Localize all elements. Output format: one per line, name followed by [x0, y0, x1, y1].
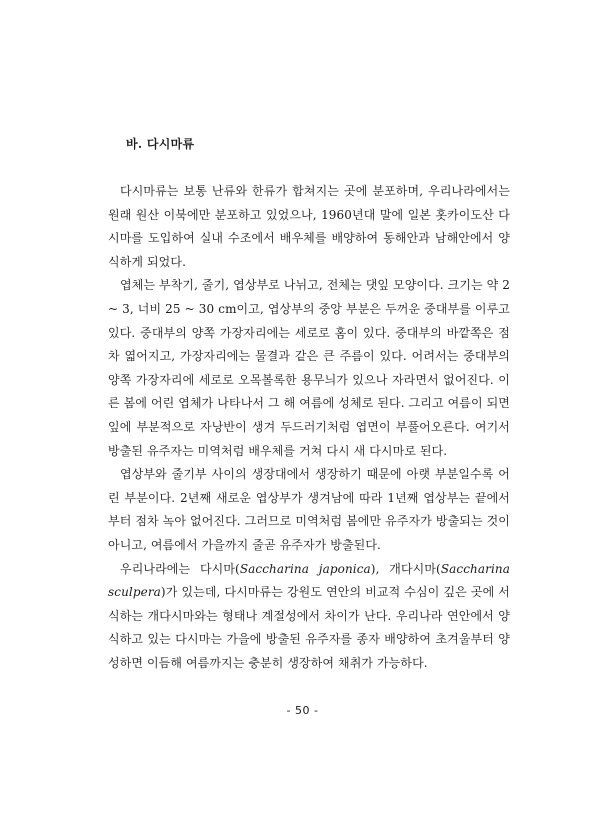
- species-name-sculpera: Saccharina sculpera: [108, 561, 510, 600]
- paragraph-distribution: 다시마류는 보통 난류와 한류가 합쳐지는 곳에 분포하며, 우리나라에서는 원래 원산 이북에만 분포하고 있었으나, 1960년대 말에 일본 홋카이도산 다시마를 도입하여 실내 수조에서 배우체를 배양하여 동해안과 남해안에서 양식하게 되었다.: [108, 184, 510, 269]
- species-text-3: )가 있는데, 다시마류는 강원도 연안의 비교적 수심이 깊은 곳에 서식하는 개다시마와는 형태나 계절성에서 차이가 난다. 우리나라 연안에서 양식하고 있는 다시마는 가을에 방출된 유주자를 종자 배양하여 초겨울부터 양성하면 이듬해 여름까지는 충분히 생장하여 채취가 가능하다.: [108, 585, 510, 670]
- paragraph-species: [108, 558, 510, 676]
- species-text-2: ), 개다시마(: [370, 561, 441, 576]
- species-name-japonica: Saccharina japonica: [239, 561, 371, 576]
- paragraph-morphology: 엽체는 부착기, 줄기, 엽상부로 나뉘고, 전체는 댓잎 모양이다. 크기는 약 2 ~ 3, 너비 25 ~ 30 cm이고, 엽상부의 중앙 부분은 두꺼운 중대부를 이루고 있다. 중대부의 양쪽 가장자리에는 세로로 홈이 있다. 중대부의 바깥쪽은 점차 엷어지고, 가장자리에는 물결과 같은 큰 주름이 있다. 어려서는 중대부의 양쪽 가장자리에 세로로 오목볼록한 용무늬가 있으나 자라면서 없어진다. 이른 봄에 어린 엽체가 나타나서 그 해 여름에 성체로 된다. 그리고 여름이 되면 잎에 부분적으로 자낭반이 생겨 두드러기처럼 엽면이 부풀어오른다. 여기서 방출된 유주자는 미역처럼 배우체를 거쳐 다시 새 다시마로 된다.: [108, 278, 510, 458]
- page-number: - 50 -: [286, 704, 319, 717]
- paragraph-growth: 엽상부와 줄기부 사이의 생장대에서 생장하기 때문에 아랫 부분일수록 어린 부분이다. 2년째 새로운 엽상부가 생겨남에 따라 1년째 엽상부는 끝에서부터 점차 녹아 없어진다. 그러므로 미역처럼 봄에만 유주자가 방출되는 것이 아니고, 여름에서 가을까지 줄곧 유주자가 방출된다.: [108, 467, 510, 552]
- section-heading: 바. 다시마류: [126, 137, 195, 151]
- body-text: [108, 180, 510, 675]
- species-text-1: 우리나라에는 다시마(: [120, 561, 240, 576]
